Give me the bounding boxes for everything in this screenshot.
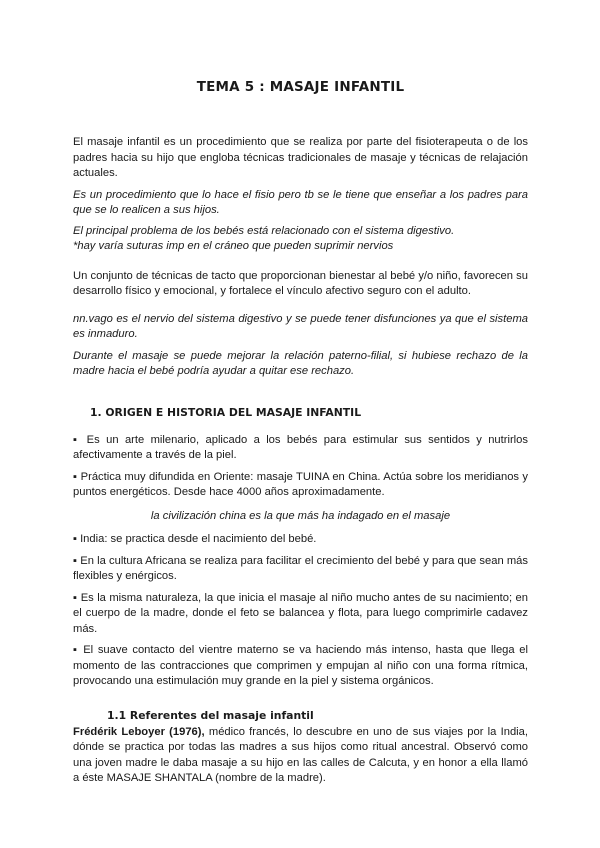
person-name: Frédérik Leboyer (1976), [73,725,205,738]
note-paragraph: Es un procedimiento que lo hace el fisio pero tb se le tiene que enseñar a los padres para que se lo realicen a sus hijos. [73,188,528,216]
note-paragraph: nn.vago es el nervio del sistema digestivo y se puede tener disfunciones ya que el sistema es inmaduro. [73,312,528,340]
list-item: ▪ El suave contacto del vientre materno se va haciendo más intenso, hasta que llega el momento de las contracciones que comprimen y empujan al niño con una forma rítmica, provocando una estimulación muy grande en la piel y sistema orgánicos. [73,644,528,687]
body-text: médico francés, lo descubre en uno de sus viajes por la India, dónde se practica por todas las madres a sus hijos como ritual ancestral. Observó como una joven madre le daba masaje a su hijo en las calles de Calcuta, y en honor a ella llamó a éste MASAJE SHANTALA (nombre de la madre). [73,725,528,784]
page-title: TEMA 5 : MASAJE INFANTIL [196,79,405,95]
note-paragraph: Durante el masaje se puede mejorar la relación paterno-filial, si hubiese rechazo de la madre hacia el bebé podría ayudar a quitar ese rechazo. [73,349,528,377]
list-item: ▪ En la cultura Africana se realiza para facilitar el crecimiento del bebé y para que sean más flexibles y enérgicos. [73,554,528,582]
list-item: ▪ Práctica muy difundida en Oriente: masaje TUINA en China. Actúa sobre los meridianos y puntos energéticos. Desde hace 4000 años aproximadamente. [73,470,528,498]
body-paragraph [73,725,528,787]
list-item: ▪ Es la misma naturaleza, la que inicia el masaje al niño mucho antes de su nacimiento; en el cuerpo de la madre, donde el feto se balancea y flota, para luego comprimirle cadavez más. [73,591,528,635]
definition-paragraph: Un conjunto de técnicas de tacto que proporcionan bienestar al bebé y/o niño, favorecen su desarrollo físico y emocional, y fortalece el vínculo afectivo seguro con el adulto. [73,269,528,297]
subsection-heading: 1.1 Referentes del masaje infantil [107,708,314,722]
intro-paragraph: El masaje infantil es un procedimiento que se realiza por parte del fisioterapeuta o de los padres hacia su hijo que engloba técnicas tradicionales de masaje y técnicas de relajación actuales. [73,136,528,179]
note-paragraph: El principal problema de los bebés está relacionado con el sistema digestivo. [73,224,455,237]
note-paragraph: *hay varía suturas imp en el cráneo que pueden suprimir nervios [73,240,394,252]
list-item: ▪ India: se practica desde el nacimiento del bebé. [73,533,317,545]
note-paragraph: la civilización china es la que más ha indagado en el masaje [150,509,451,522]
list-item: ▪ Es un arte milenario, aplicado a los bebés para estimular sus sentidos y nutrirlos afectivamente a través de la piel. [73,433,528,461]
section-heading: 1. ORIGEN E HISTORIA DEL MASAJE INFANTIL [90,405,362,419]
